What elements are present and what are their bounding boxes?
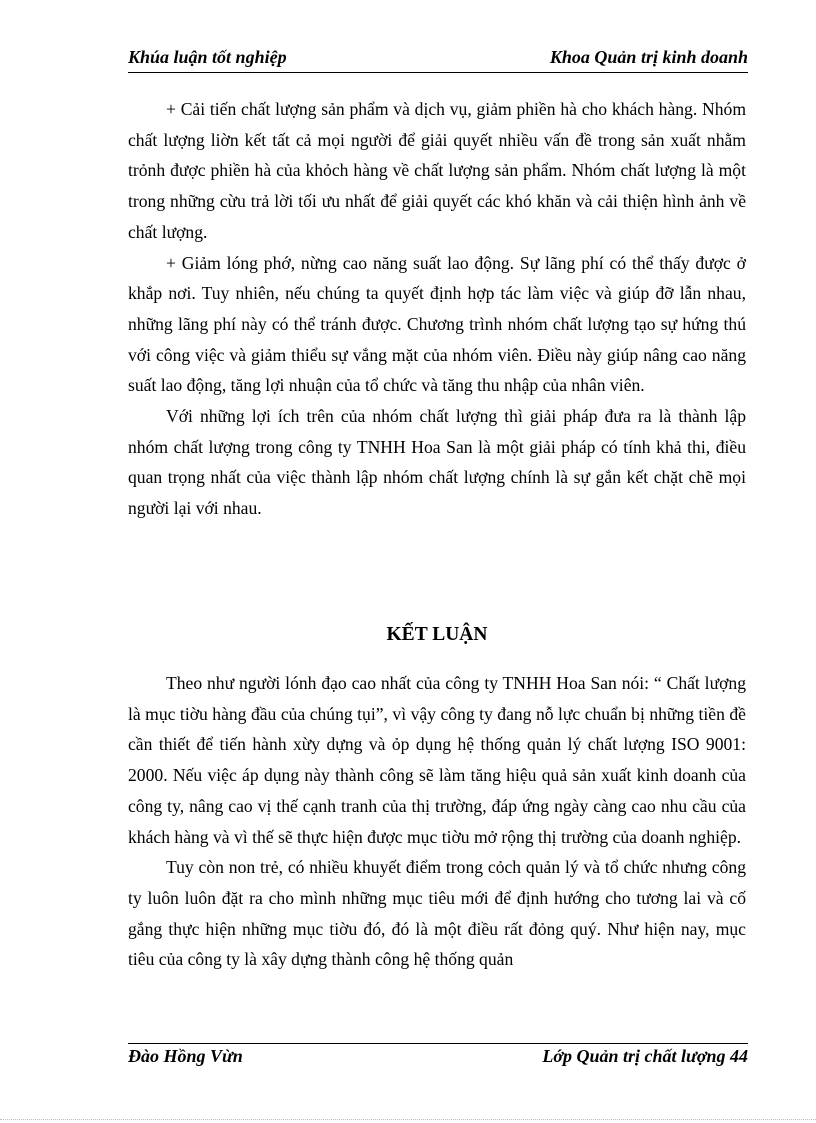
page-header bbox=[128, 47, 748, 68]
footer-rule bbox=[128, 1043, 748, 1044]
paragraph: Với những lợi ích trên của nhóm chất lượng thì giải pháp đưa ra là thành lập nhóm chất lượng trong công ty TNHH Hoa San là một giải pháp có tính khả thi, điều quan trọng nhất của việc thành lập nhóm chất lượng chính là sự gắn kết chặt chẽ mọi người lại với nhau. bbox=[128, 406, 746, 519]
paragraph: Theo như người lónh đạo cao nhất của công ty TNHH Hoa San nói: “ Chất lượng là mục tiờu hàng đầu của chúng tụi”, vì vậy công ty đang nỗ lực chuẩn bị những tiền đề cần thiết để tiến hành xừy dựng và ỏp dụng hệ thống quản lý chất lượng ISO 9001: 2000. Nếu việc áp dụng này thành công sẽ làm tăng hiệu quả sản xuất kinh doanh của công ty, nâng cao vị thế cạnh tranh của thị trường, đáp ứng ngày càng cao nhu cầu của khách hàng và vì thế sẽ thực hiện được mục tiờu mở rộng thị trường của doanh nghiệp. bbox=[128, 673, 746, 847]
paragraph: + Cải tiến chất lượng sản phẩm và dịch vụ, giảm phiền hà cho khách hàng. Nhóm chất lượng liờn kết tất cả mọi người để giải quyết nhiều vấn đề trong sản xuất nhằm trỏnh được phiền hà của khỏch hàng về chất lượng sản phẩm. Nhóm chất lượng là một trong những cừu trả lời tối ưu nhất để giải quyết các khó khăn và cải thiện hình ảnh về chất lượng. bbox=[128, 99, 746, 242]
section-conclusion bbox=[128, 668, 746, 975]
footer-class: Lớp Quản trị chất lượng 44 bbox=[542, 1046, 748, 1066]
footer-author: Đào Hồng Vừn bbox=[128, 1046, 243, 1066]
header-right-text: Khoa Quản trị kinh doanh bbox=[549, 47, 748, 67]
paragraph: Tuy còn non trẻ, có nhiều khuyết điểm trong cỏch quản lý và tổ chức nhưng công ty luôn luôn đặt ra cho mình những mục tiêu mới để định hướng cho tương lai và cố gắng thực hiện những mục tiờu đó, đó là một điều rất đỏng quý. Như hiện nay, mục tiêu của công ty là xây dựng thành công hệ thống quản bbox=[128, 857, 746, 970]
page-edge-divider bbox=[0, 1119, 816, 1120]
header-left-text: Khúa luận tốt nghiệp bbox=[128, 47, 287, 67]
page-footer bbox=[128, 1046, 748, 1067]
header-rule bbox=[128, 72, 748, 73]
section-benefits bbox=[128, 94, 746, 524]
conclusion-heading: KẾT LUẬN bbox=[386, 624, 488, 645]
paragraph: + Giảm lóng phớ, nừng cao năng suất lao động. Sự lãng phí có thể thấy được ở khắp nơi. Tuy nhiên, nếu chúng ta quyết định hợp tác làm việc và giúp đỡ lẫn nhau, những lãng phí này có thể tránh được. Chương trình nhóm chất lượng tạo sự hứng thú với công việc và giảm thiểu sự vắng mặt của nhóm viên. Điều này giúp nâng cao năng suất lao động, tăng lợi nhuận của tổ chức và tăng thu nhập của nhân viên. bbox=[128, 252, 746, 396]
